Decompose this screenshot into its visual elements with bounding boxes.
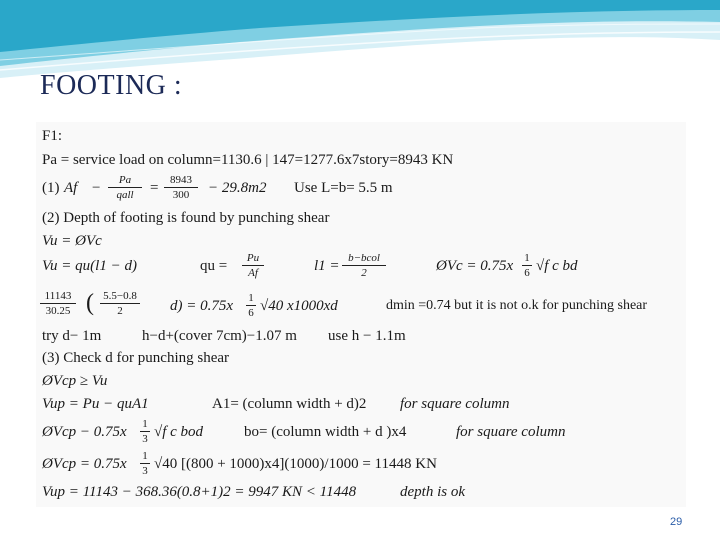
step2-heading: (2) Depth of footing is found by punching shear xyxy=(42,210,330,226)
section-heading: F1: xyxy=(42,128,63,144)
step3-a1-note: for square column xyxy=(400,396,510,412)
step2-vu-formula: Vu = qu(l1 − d) xyxy=(42,258,137,274)
step1-minus: − xyxy=(92,180,101,196)
step2-phivc-label: ØVc = 0.75x xyxy=(436,258,514,274)
step3-line1: ØVcp ≥ Vu xyxy=(42,373,108,389)
step3-phivcp-formula: ØVcp − 0.75x xyxy=(42,424,127,440)
step1-fraction-load-capacity xyxy=(164,174,198,201)
step2-calc-tail: √40 x1000xd xyxy=(260,298,338,314)
step2-calc-frac-numerator: 1 xyxy=(248,292,254,304)
step3-line4-frac-denominator: 3 xyxy=(142,465,148,477)
step1-label: (1) xyxy=(42,180,60,196)
step2-phivc-frac-numerator: 1 xyxy=(524,252,530,264)
step1-equals: = xyxy=(150,180,159,196)
step3-vup-formula: Vup = Pu − quA1 xyxy=(42,396,149,412)
step2-calc-denominator: 30.25 xyxy=(45,305,71,317)
step1-fraction-pa-qall xyxy=(108,174,142,201)
step1-af: Af xyxy=(64,180,78,196)
step2-calc-sixth-fraction xyxy=(246,292,256,319)
content-area xyxy=(36,122,686,507)
step1-frac1-denominator: qall xyxy=(116,189,134,201)
slide-title: FOOTING : xyxy=(40,70,183,101)
step1-frac2-denominator: 300 xyxy=(172,189,190,201)
step3-phivcp-numeric-fraction xyxy=(140,450,150,477)
step3-depth-ok: depth is ok xyxy=(400,484,465,500)
step3-heading: (3) Check d for punching shear xyxy=(42,350,230,366)
step3-phivcp-fraction xyxy=(140,418,150,445)
step2-calc-inner-numerator: 5.5−0.8 xyxy=(103,290,137,302)
step2-phivc-frac-denominator: 6 xyxy=(524,267,530,279)
step3-bo-formula: bo= (column width + d )x4 xyxy=(244,424,407,440)
step2-l1-numerator: b−bcol xyxy=(348,252,380,264)
step2-calc-numerator: 11143 xyxy=(44,290,72,302)
step3-phivcp-numeric: ØVcp = 0.75x xyxy=(42,456,127,472)
step3-line3-frac-numerator: 1 xyxy=(142,418,148,430)
step3-a1-formula: A1= (column width + d)2 xyxy=(212,396,367,412)
step2-phivc-fraction xyxy=(522,252,532,279)
step2-qu-numerator: Pu xyxy=(246,252,260,264)
step2-calc-fraction xyxy=(40,290,76,317)
step2-line1: Vu = ØVc xyxy=(42,233,102,249)
step2-l1-denominator: 2 xyxy=(361,267,367,279)
page-number: 29 xyxy=(670,516,683,528)
step3-line3-frac-denominator: 3 xyxy=(142,433,148,445)
step2-l1-fraction xyxy=(342,252,386,279)
step1-frac2-numerator: 8943 xyxy=(170,174,192,186)
step3-phivcp-tail: √f c bod xyxy=(154,424,204,440)
step2-phivc-tail: √f c bd xyxy=(536,258,578,274)
step2-calc-inner-fraction xyxy=(100,290,140,317)
step2-try-d: try d− 1m xyxy=(42,328,102,344)
step3-vup-result: Vup = 11143 − 368.36(0.8+1)2 = 9947 KN < 11448 xyxy=(42,484,357,500)
step2-dmin-note: dmin =0.74 but it is not o.k for punching shear xyxy=(386,298,648,313)
step2-calc-inner-denominator: 2 xyxy=(117,305,123,317)
step2-use-h: use h − 1.1m xyxy=(328,328,406,344)
step3-bo-note: for square column xyxy=(456,424,566,440)
step2-calc-frac-denominator: 6 xyxy=(248,307,254,319)
step2-calc-paren: ( xyxy=(86,290,94,316)
service-load-line: Pa = service load on column=1130.6 | 147=1277.6x7story=8943 KN xyxy=(42,152,454,168)
step1-frac1-numerator: Pa xyxy=(118,174,132,186)
step1-result: − 29.8m2 xyxy=(208,180,267,196)
step2-h-value: h−d+(cover 7cm)−1.07 m xyxy=(142,328,297,344)
step2-calc-mid: d) = 0.75x xyxy=(170,298,234,314)
step1-use-length: Use L=b= 5.5 m xyxy=(294,180,393,196)
step2-qu-denominator: Af xyxy=(248,267,258,279)
step2-qu-fraction xyxy=(242,252,264,279)
step3-phivcp-result: √40 [(800 + 1000)x4](1000)/1000 = 11448 KN xyxy=(154,456,437,472)
step2-l1-label: l1 = xyxy=(314,258,340,274)
step3-line4-frac-numerator: 1 xyxy=(142,450,148,462)
step2-qu-label: qu = xyxy=(200,258,228,274)
